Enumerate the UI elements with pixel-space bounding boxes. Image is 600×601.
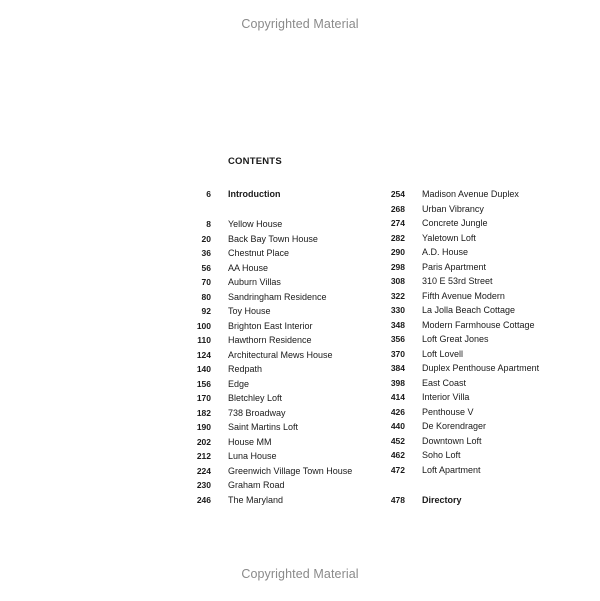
toc-page-number: 452 [390, 435, 405, 446]
toc-page-number: 478 [390, 494, 405, 505]
toc-entry [180, 449, 352, 464]
toc-entry-title: Loft Great Jones [422, 334, 489, 344]
toc-entry-title: AA House [228, 262, 269, 273]
toc-entry [374, 376, 539, 391]
toc-entry-title: Urban Vibrancy [422, 203, 484, 214]
toc-entry [180, 246, 352, 261]
toc-page-number: 8 [206, 219, 211, 229]
toc-page-number: 80 [201, 291, 211, 302]
toc-page-number: 110 [197, 335, 211, 345]
toc-entry-title: Redpath [228, 364, 263, 374]
toc-page-number: 274 [390, 218, 405, 228]
toc-entry [374, 318, 539, 333]
toc-entry-title: Loft Apartment [422, 464, 481, 475]
toc-entry [374, 390, 539, 405]
toc-entry-title: Graham Road [228, 480, 285, 490]
toc-page-number: 356 [390, 334, 405, 344]
toc-page-number: 348 [390, 319, 405, 330]
toc-page-number: 124 [196, 349, 211, 360]
toc-entry [374, 274, 539, 289]
toc-entry [374, 448, 539, 463]
toc-entry [180, 391, 352, 406]
toc-page-number: 330 [390, 305, 405, 315]
toc-page-number: 224 [196, 465, 211, 476]
toc-page-number: 182 [196, 407, 211, 418]
toc-entry-title: Back Bay Town House [228, 233, 318, 244]
toc-page-number: 6 [206, 189, 211, 199]
toc-entry [374, 347, 539, 362]
toc-page-number: 322 [390, 290, 405, 301]
watermark-bottom: Copyrighted Material [241, 567, 359, 581]
toc-entry-title: The Maryland [228, 494, 284, 505]
toc-entry-title: Luna House [228, 451, 277, 461]
toc-entry-title: Modern Farmhouse Cottage [422, 319, 535, 330]
toc-entry [180, 348, 352, 363]
toc-entry-title: Loft Lovell [422, 348, 464, 359]
toc-entry [374, 231, 539, 246]
toc-page-number: 140 [196, 364, 211, 374]
toc-page-number: 472 [390, 464, 405, 475]
toc-entry-title: Duplex Penthouse Apartment [422, 363, 540, 373]
toc-entry-title: Yellow House [228, 219, 283, 229]
toc-entry-title: Edge [228, 378, 250, 389]
toc-page-number: 20 [201, 233, 211, 244]
toc-entry-title: House MM [228, 436, 272, 447]
toc-page-number: 170 [196, 393, 211, 403]
toc-entry [180, 232, 352, 247]
toc-entry-title: Soho Loft [422, 450, 461, 460]
toc-entry [180, 406, 352, 421]
toc-entry [374, 202, 539, 217]
toc-entry [374, 260, 539, 275]
toc-entry-title: Downtown Loft [422, 435, 482, 446]
toc-page-number: 100 [196, 320, 211, 331]
toc-entry-title: Directory [422, 494, 462, 505]
toc-entry [180, 217, 352, 232]
toc-entry [180, 420, 352, 435]
toc-entry-title: A.D. House [422, 247, 469, 257]
toc-entry-title: 310 E 53rd Street [422, 276, 493, 286]
toc-entry [180, 261, 352, 276]
toc-entry-title: Hawthorn Residence [228, 335, 312, 345]
toc-page-number: 370 [390, 348, 405, 359]
toc-entry-title: Yaletown Loft [422, 232, 476, 243]
toc-page-number: 308 [390, 276, 405, 286]
toc-entry-title: Concrete Jungle [422, 218, 488, 228]
toc-entry [180, 319, 352, 334]
watermark-top: Copyrighted Material [241, 17, 359, 31]
toc-page-number: 230 [196, 480, 211, 490]
toc-entry-title: Fifth Avenue Modern [422, 290, 505, 301]
toc-entry-title: Saint Martins Loft [228, 422, 299, 432]
toc-entry-title: Introduction [228, 189, 281, 199]
toc-entry-title: East Coast [422, 377, 467, 388]
toc-entry [374, 245, 539, 260]
toc-entry [180, 362, 352, 377]
toc-entry-title: Sandringham Residence [228, 291, 327, 302]
toc-entry-title: Chestnut Place [228, 248, 290, 258]
toc-entry [180, 333, 352, 348]
toc-page-number: 36 [201, 248, 211, 258]
toc-page-number: 298 [390, 261, 405, 272]
toc-left-column [180, 187, 352, 507]
toc-entry [180, 304, 352, 319]
toc-entry [180, 377, 352, 392]
toc-entry [374, 419, 539, 434]
toc-entry-title: Penthouse V [422, 406, 474, 417]
toc-right-column [374, 187, 539, 507]
toc-page-number: 282 [390, 232, 405, 243]
toc-entry-title: 738 Broadway [228, 407, 286, 418]
toc-page-number: 290 [390, 247, 405, 257]
toc-entry [374, 332, 539, 347]
toc-page-number: 156 [196, 378, 211, 389]
toc-entry-title: Toy House [228, 306, 271, 316]
toc-entry-title: Interior Villa [422, 392, 470, 402]
toc-page-number: 212 [196, 451, 211, 461]
toc-entry [180, 290, 352, 305]
toc-page-number: 414 [390, 392, 405, 402]
toc-entry-title: Architectural Mews House [228, 349, 333, 360]
toc-entry [180, 435, 352, 450]
toc-entry [374, 463, 539, 478]
toc-entry-title: De Korendrager [422, 421, 487, 431]
toc-entry-title: Auburn Villas [228, 277, 281, 287]
toc-entry [374, 405, 539, 420]
toc-entry [374, 216, 539, 231]
toc-entry [374, 434, 539, 449]
toc-entry [180, 478, 352, 493]
toc-entry [374, 303, 539, 318]
toc-entry [180, 493, 352, 508]
toc-entry [180, 464, 352, 479]
toc-page-number: 440 [390, 421, 405, 431]
toc-page-number: 426 [390, 406, 405, 417]
toc-page-number: 190 [196, 422, 211, 432]
contents-heading: CONTENTS [228, 156, 282, 167]
toc-page-number: 56 [201, 262, 211, 273]
toc-entry [374, 493, 539, 508]
toc-entry [180, 275, 352, 290]
toc-page-number: 254 [390, 189, 405, 199]
toc-page-number: 70 [201, 277, 211, 287]
toc-page-number: 384 [390, 363, 405, 373]
toc-page-number: 398 [390, 377, 405, 388]
toc-page-number: 246 [196, 494, 211, 505]
toc-entry [374, 361, 539, 376]
toc-entry-title: Paris Apartment [422, 261, 487, 272]
toc-entry [374, 187, 539, 202]
toc-page-number: 268 [390, 203, 405, 214]
toc-entry-title: Bletchley Loft [228, 393, 283, 403]
toc-page-number: 462 [390, 450, 405, 460]
toc-entry-title: Greenwich Village Town House [228, 465, 353, 476]
toc-entry-title: Brighton East Interior [228, 320, 313, 331]
toc-entry [374, 289, 539, 304]
toc-entry [180, 187, 352, 202]
toc-entry-title: La Jolla Beach Cottage [422, 305, 516, 315]
toc-page-number: 92 [201, 306, 211, 316]
toc-page-number: 202 [196, 436, 211, 447]
toc-entry-title: Madison Avenue Duplex [422, 189, 519, 199]
